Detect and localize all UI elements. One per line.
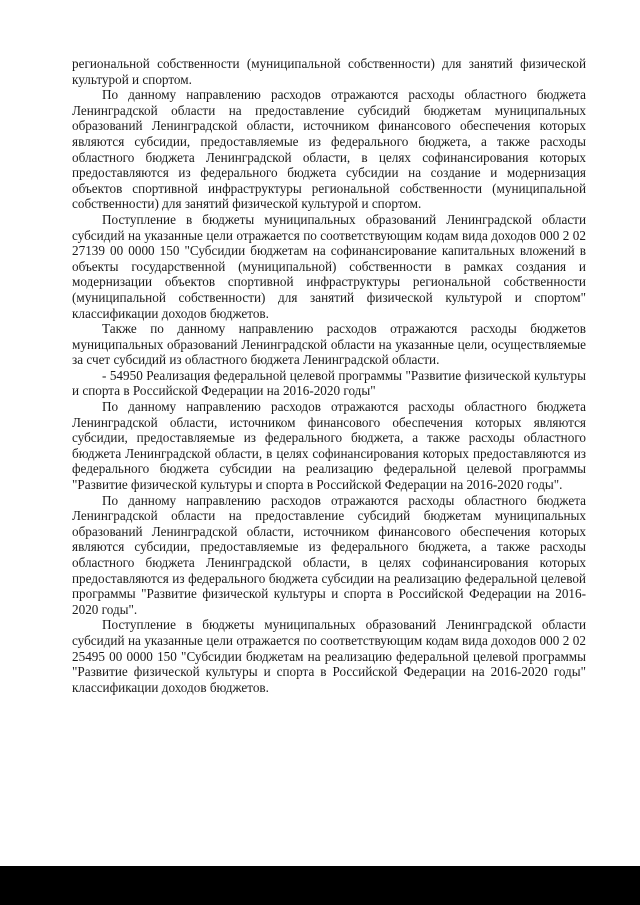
paragraph: По данному направлению расходов отражаются расходы областного бюджета Ленинградской области на предоставление субсидий бюджетам муниципальных образований Ленинградской области, источником финансового обеспечения которых являются субсидии, предоставляемые из федерального бюджета, а также расходы областного бюджета Ленинградской области, в целях софинансирования которых предоставляются из федерального бюджета субсидии на реализацию федеральной целевой программы "Развитие физической культуры и спорта в Российской Федерации на 2016-2020 годы".	[72, 492, 586, 617]
paragraph: Поступление в бюджеты муниципальных образований Ленинградской области субсидий на указанные цели отражается по соответствующим кодам вида доходов 000 2 02 27139 00 0000 150 "Субсидии бюджетам на софинансирование капитальных вложений в объекты государственной (муниципальной) собственности в рамках создания и модернизации объектов спортивной инфраструктуры региональной собственности (муниципальной собственности) для занятий физической культурой и спортом" классификации доходов бюджетов.	[72, 211, 586, 321]
paragraph: По данному направлению расходов отражаются расходы областного бюджета Ленинградской области, источником финансового обеспечения которых являются субсидии, предоставляемые из федерального бюджета, а также расходы областного бюджета Ленинградской области, в целях софинансирования которых предоставляются из федерального бюджета субсидии на реализацию федеральной целевой программы "Развитие физической культуры и спорта в Российской Федерации на 2016-2020 годы".	[72, 399, 586, 493]
paragraph: Поступление в бюджеты муниципальных образований Ленинградской области субсидий на указанные цели отражается по соответствующим кодам вида доходов 000 2 02 25495 00 0000 150 "Субсидии бюджетам на реализацию федеральной целевой программы "Развитие физической культуры и спорта в Российской Федерации на 2016-2020 годы" классификации доходов бюджетов.	[72, 617, 586, 695]
paragraph: По данному направлению расходов отражаются расходы областного бюджета Ленинградской области на предоставление субсидий бюджетам муниципальных образований Ленинградской области, источником финансового обеспечения которых являются субсидии, предоставляемые из федерального бюджета, а также расходы областного бюджета Ленинградской области, в целях софинансирования которых предоставляются из федерального бюджета субсидии на создание и модернизация объектов спортивной инфраструктуры региональной собственности (муниципальной собственности) для занятий физической культурой и спортом.	[72, 87, 586, 212]
paragraph-continuation: региональной собственности (муниципальной собственности) для занятий физической культурой и спортом.	[72, 56, 586, 87]
paragraph: Также по данному направлению расходов отражаются расходы бюджетов муниципальных образований Ленинградской области на указанные цели, осуществляемые за счет субсидий из областного бюджета Ленинградской области.	[72, 321, 586, 368]
section-heading: - 54950 Реализация федеральной целевой программы "Развитие физической культуры и спорта в Российской Федерации на 2016-2020 годы"	[72, 367, 586, 399]
document-body	[72, 56, 586, 695]
scan-border-bar	[0, 866, 640, 905]
